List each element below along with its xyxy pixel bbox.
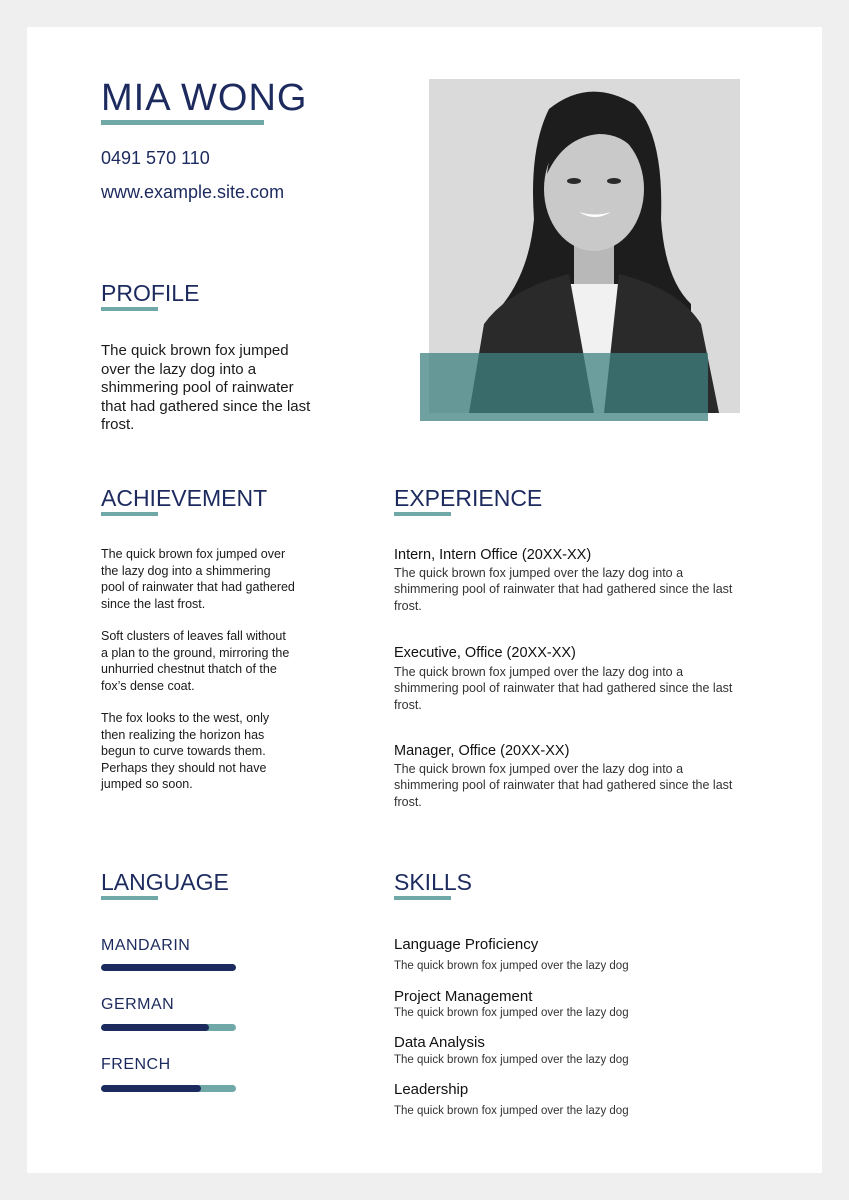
language-name: FRENCH: [101, 1056, 171, 1073]
achievement-heading-underline: [101, 512, 158, 516]
experience-item-title: Executive, Office (20XX-XX): [394, 645, 576, 661]
language-level-bar: [101, 964, 236, 971]
language-level-fill: [101, 964, 236, 971]
skill-desc: The quick brown fox jumped over the lazy dog: [394, 960, 629, 972]
achievement-paragraph: The quick brown fox jumped over the lazy dog into a shimmering pool of rainwater that had gathered since the last frost.: [101, 547, 295, 611]
photo-accent-block: [420, 353, 708, 421]
achievement-paragraph: The fox looks to the west, only then realizing the horizon has begun to curve towards them. Perhaps they should not have jumped so soon.: [101, 711, 270, 791]
skill-title: Data Analysis: [394, 1034, 485, 1051]
language-level-bar: [101, 1024, 236, 1031]
profile-text: The quick brown fox jumped over the lazy dog into a shimmering pool of rainwater that had gathered since the last frost.: [101, 342, 311, 433]
experience-item-desc: The quick brown fox jumped over the lazy dog into a shimmering pool of rainwater that had gathered since the last frost.: [394, 566, 733, 613]
skill-desc: The quick brown fox jumped over the lazy dog: [394, 1054, 629, 1066]
experience-item-title: Intern, Intern Office (20XX-XX): [394, 547, 592, 563]
language-level-fill: [101, 1085, 201, 1092]
language-heading-underline: [101, 896, 158, 900]
language-level-fill: [101, 1024, 209, 1031]
language-level-bar: [101, 1085, 236, 1092]
experience-item-desc: The quick brown fox jumped over the lazy dog into a shimmering pool of rainwater that had gathered since the last frost.: [394, 762, 733, 809]
language-name: GERMAN: [101, 996, 175, 1013]
achievement-heading: ACHIEVEMENT: [101, 485, 268, 511]
resume-page: [27, 27, 822, 1173]
experience-heading: EXPERIENCE: [394, 485, 543, 511]
profile-heading-underline: [101, 307, 158, 311]
skill-title: Project Management: [394, 988, 533, 1005]
skills-heading: SKILLS: [394, 869, 472, 895]
name-underline: [101, 120, 264, 125]
skill-title: Language Proficiency: [394, 936, 539, 953]
resume-name: MIA WONG: [101, 77, 308, 119]
skills-heading-underline: [394, 896, 451, 900]
language-heading: LANGUAGE: [101, 869, 229, 895]
achievement-text: [101, 546, 296, 809]
profile-heading: PROFILE: [101, 280, 200, 306]
skill-desc: The quick brown fox jumped over the lazy dog: [394, 1105, 629, 1117]
achievement-paragraph: Soft clusters of leaves fall without a plan to the ground, mirroring the unhurried chestnut thatch of the fox’s dense coat.: [101, 629, 290, 693]
skill-title: Leadership: [394, 1081, 469, 1098]
skill-desc: The quick brown fox jumped over the lazy dog: [394, 1007, 629, 1019]
phone-number: 0491 570 110: [101, 148, 210, 168]
experience-item-desc: The quick brown fox jumped over the lazy dog into a shimmering pool of rainwater that had gathered since the last frost.: [394, 665, 733, 712]
language-name: MANDARIN: [101, 937, 191, 954]
website-link[interactable]: www.example.site.com: [101, 182, 285, 202]
experience-heading-underline: [394, 512, 451, 516]
experience-item-title: Manager, Office (20XX-XX): [394, 743, 570, 759]
